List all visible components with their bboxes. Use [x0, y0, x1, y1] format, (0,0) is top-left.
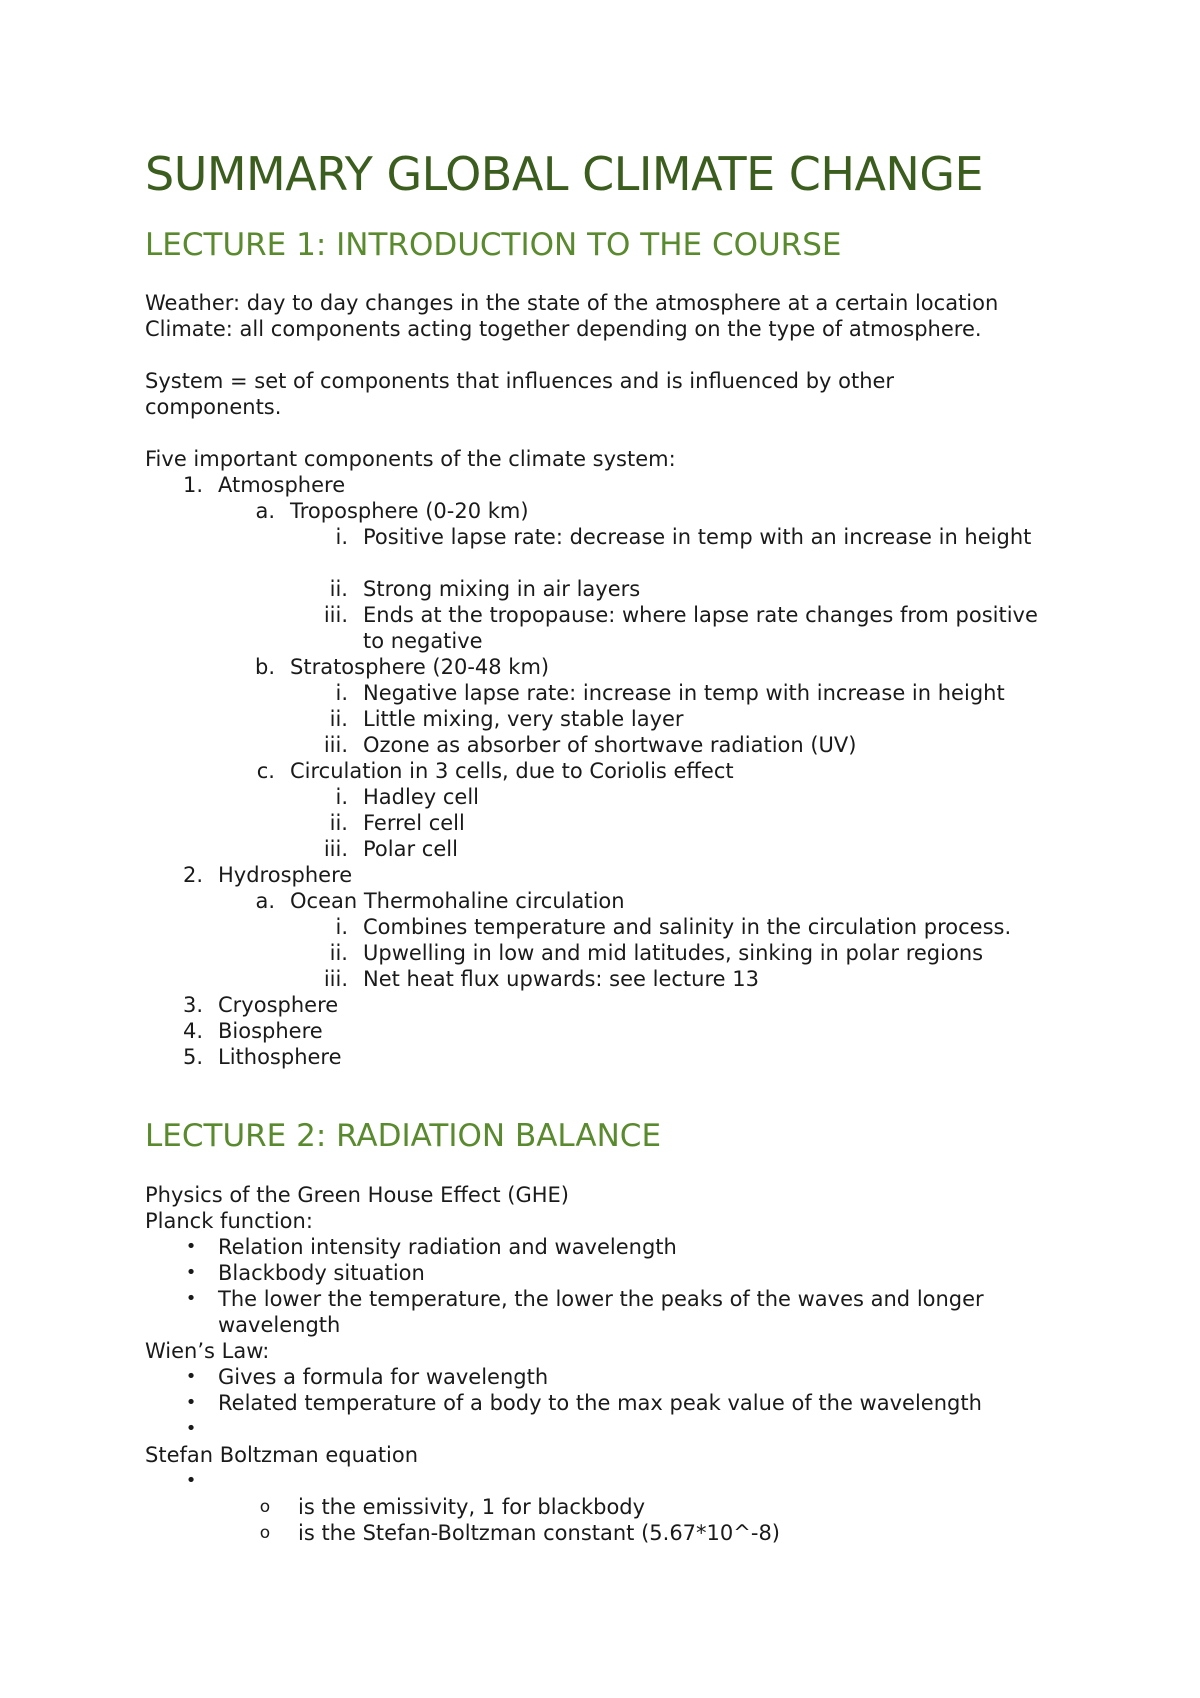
bullet-icon: • — [185, 1392, 197, 1413]
list-item: • The lower the temperature, the lower the peaks of the waves and longer wavelength — [145, 1286, 1145, 1338]
system-paragraph — [145, 368, 1145, 420]
list-item: c. Circulation in 3 cells, due to Coriolis effect — [256, 759, 734, 783]
wien-label: Wien’s Law: — [145, 1339, 270, 1363]
climate-components-list — [145, 446, 1145, 1070]
list-item: iii. Polar cell — [323, 837, 458, 861]
list-item: i. Negative lapse rate: increase in temp with increase in height — [335, 681, 1005, 705]
list-item: i. Combines temperature and salinity in the circulation process. — [335, 915, 1012, 939]
bullet-icon: • — [185, 1288, 197, 1309]
bullet-icon: • — [185, 1418, 197, 1439]
list-item: iii. Net heat flux upwards: see lecture 13 — [323, 967, 759, 991]
list-item: ii. Strong mixing in air layers — [329, 577, 641, 601]
list-item — [145, 1416, 1145, 1442]
list-item: 2. Hydrosphere — [182, 863, 353, 887]
list-item: • Gives a formula for wavelength — [145, 1364, 1145, 1390]
ghe-physics-line: Physics of the Green House Effect (GHE) — [145, 1183, 569, 1207]
bullet-icon: • — [185, 1236, 197, 1257]
components-intro: Five important components of the climate system: — [145, 447, 676, 471]
weather-climate-paragraph — [145, 290, 1145, 342]
list-item: 1. Atmosphere — [182, 473, 346, 497]
list-item: o is the emissivity, 1 for blackbody — [145, 1494, 1145, 1520]
stefan-label: Stefan Boltzman equation — [145, 1443, 419, 1467]
list-item: 5. Lithosphere — [182, 1045, 342, 1069]
list-item: o is the Stefan-Boltzman constant (5.67*10^-8) — [145, 1520, 1145, 1546]
list-item: a. Ocean Thermohaline circulation — [255, 889, 625, 913]
radiation-balance-section — [145, 1182, 1145, 1546]
list-item: • Related temperature of a body to the max peak value of the wavelength — [145, 1390, 1145, 1416]
sub-bullet-icon: o — [259, 1523, 271, 1543]
document-title: SUMMARY GLOBAL CLIMATE CHANGE — [145, 147, 984, 201]
system-definition: System = set of components that influences and is influenced by other components. — [145, 369, 895, 419]
list-item: ii. Ferrel cell — [329, 811, 465, 835]
list-item: iii. Ozone as absorber of shortwave radiation (UV) — [323, 733, 857, 757]
planck-label: Planck function: — [145, 1209, 313, 1233]
bullet-icon: • — [185, 1366, 197, 1387]
bullet-icon: • — [185, 1262, 197, 1283]
list-item: 3. Cryosphere — [182, 993, 339, 1017]
list-item: • Blackbody situation — [145, 1260, 1145, 1286]
sub-bullet-icon: o — [259, 1497, 271, 1517]
list-item — [145, 1468, 1145, 1494]
list-item: ii. Little mixing, very stable layer — [329, 707, 684, 731]
weather-definition: Weather: day to day changes in the state of the atmosphere at a certain location — [145, 291, 999, 315]
list-item: ii. Upwelling in low and mid latitudes, sinking in polar regions — [329, 941, 984, 965]
list-item: b. Stratosphere (20-48 km) — [254, 655, 550, 679]
list-item: 4. Biosphere — [182, 1019, 323, 1043]
list-item: i. Hadley cell — [335, 785, 479, 809]
lecture2-heading: LECTURE 2: RADIATION BALANCE — [145, 1118, 662, 1154]
list-item: i. Positive lapse rate: decrease in temp with an increase in height — [335, 525, 1032, 549]
bullet-icon: • — [185, 1470, 197, 1491]
list-item: a. Troposphere (0-20 km) — [255, 499, 529, 523]
list-item: • Relation intensity radiation and wavelength — [145, 1234, 1145, 1260]
list-item: iii. Ends at the tropopause: where lapse rate changes from positive to negative — [323, 603, 1038, 653]
lecture1-heading: LECTURE 1: INTRODUCTION TO THE COURSE — [145, 227, 842, 263]
climate-definition: Climate: all components acting together depending on the type of atmosphere. — [145, 317, 982, 341]
